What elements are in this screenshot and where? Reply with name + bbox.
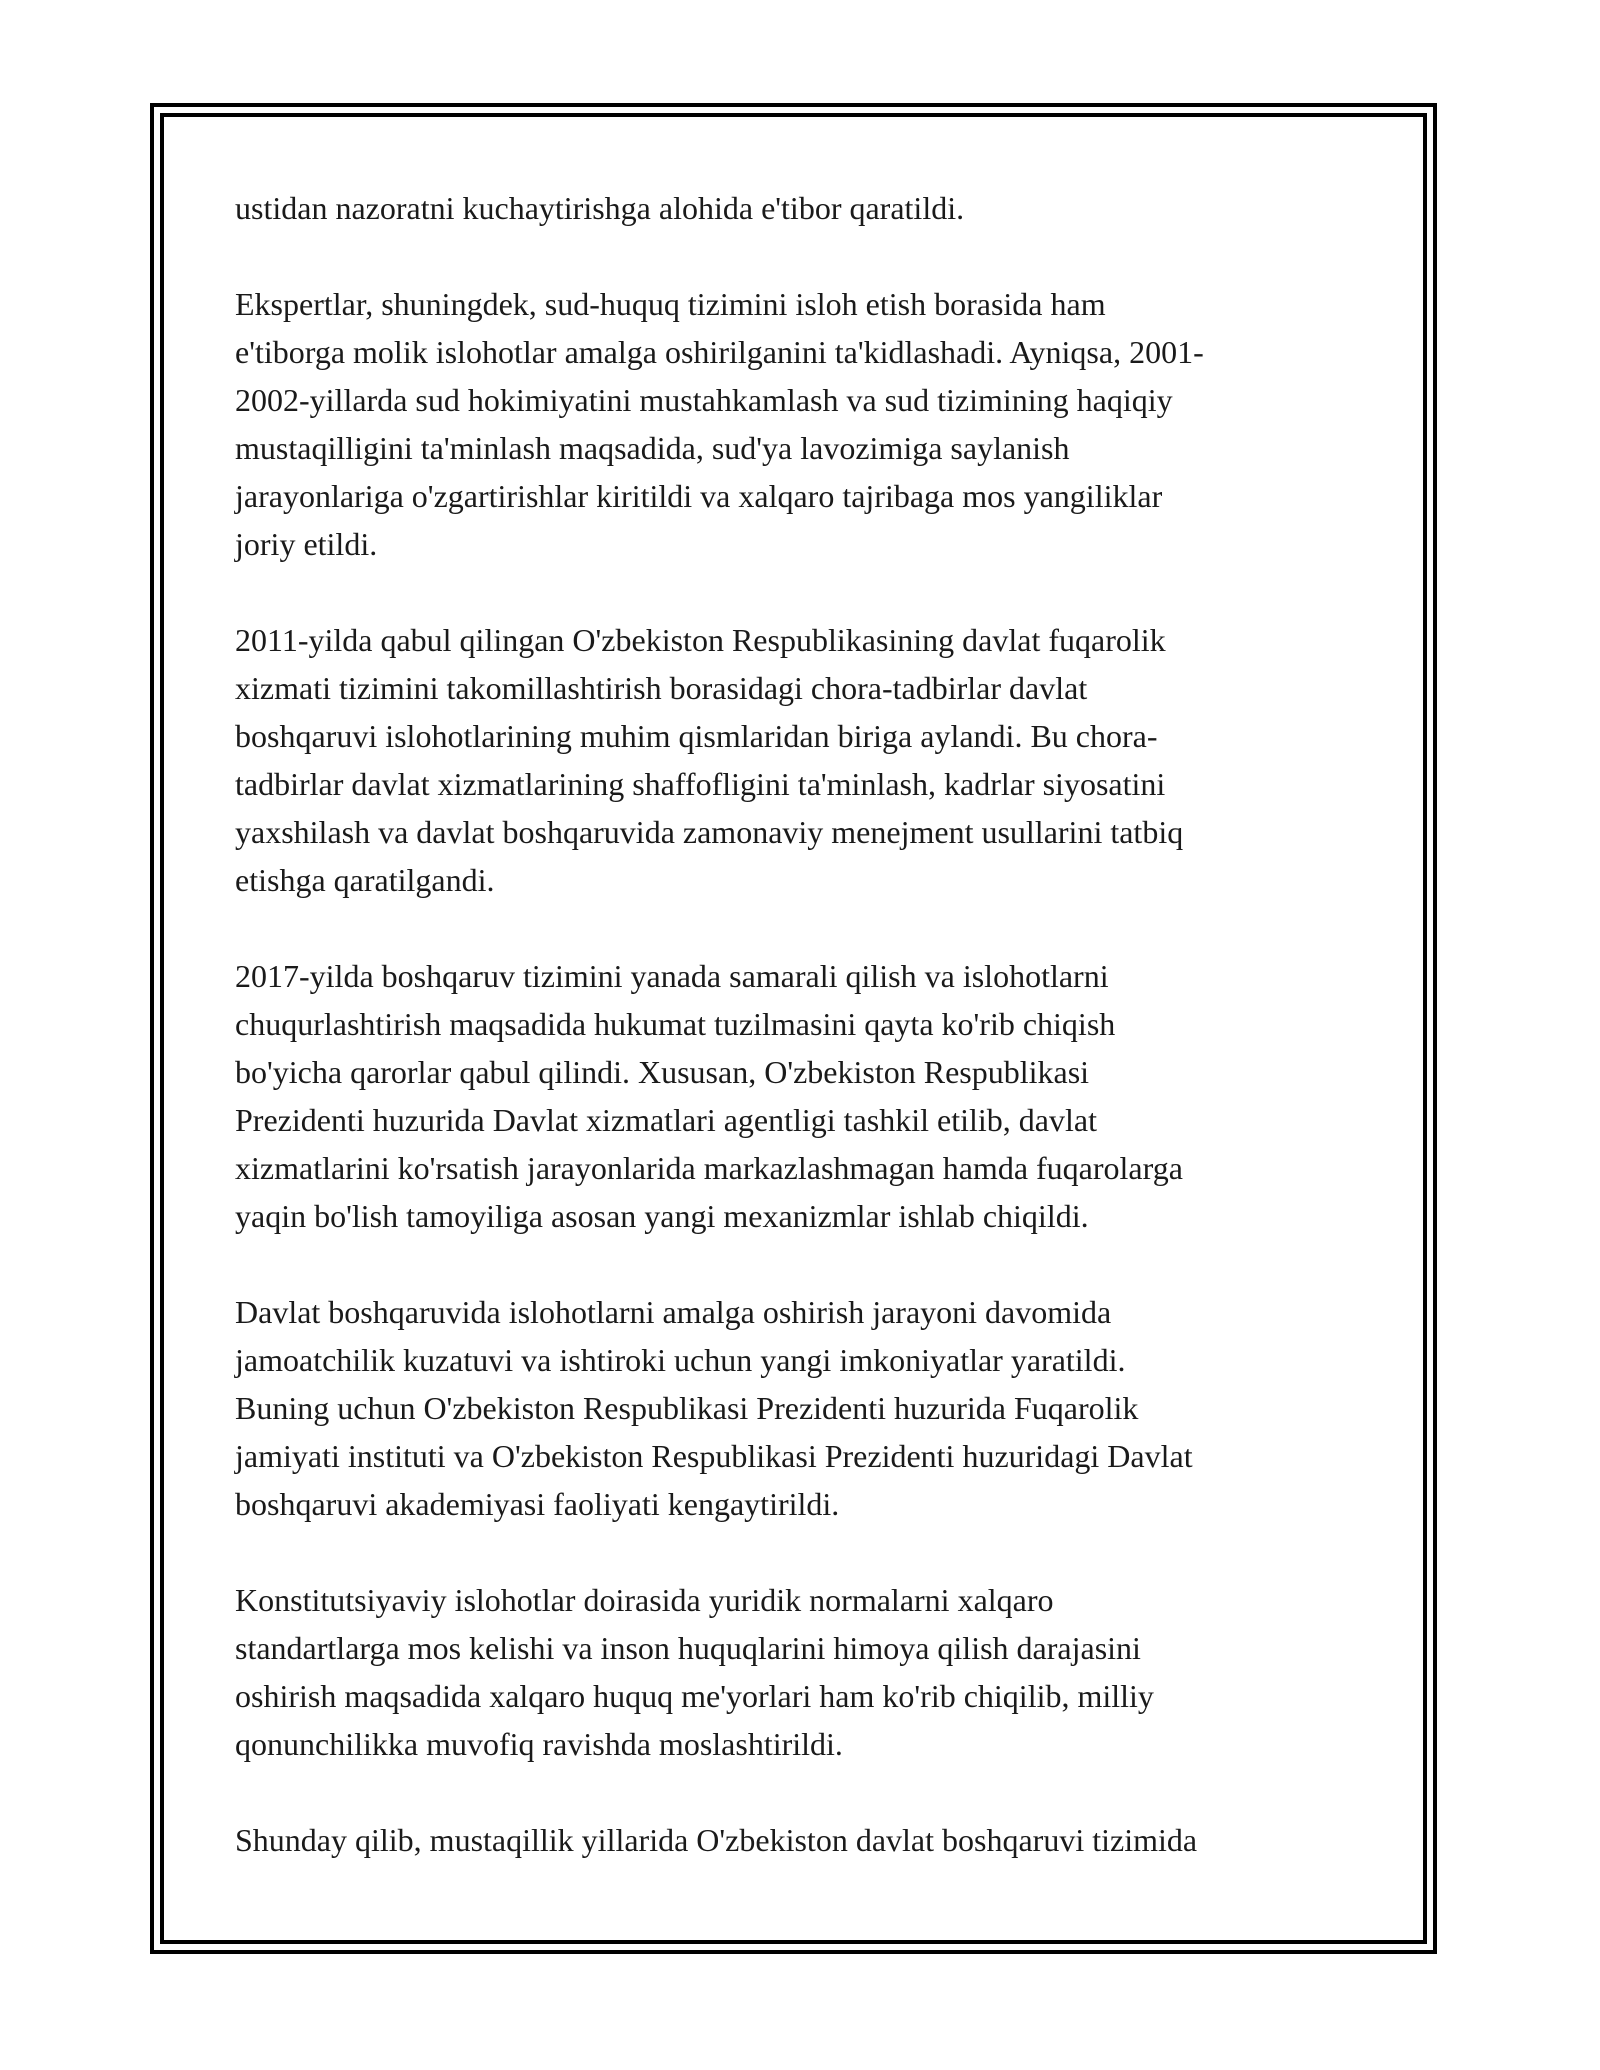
text-line: oshirish maqsadida xalqaro huquq me'yorlari ham ko'rib chiqilib, milliy [235,1678,1154,1714]
paragraph-6 [235,1576,1355,1768]
text-line: qonunchilikka muvofiq ravishda moslashtirildi. [235,1726,843,1762]
text-line: tadbirlar davlat xizmatlarining shaffofligini ta'minlash, kadrlar siyosatini [235,766,1166,802]
text-line: chuqurlashtirish maqsadida hukumat tuzilmasini qayta ko'rib chiqish [235,1006,1116,1042]
text-line: bo'yicha qarorlar qabul qilindi. Xususan, O'zbekiston Respublikasi [235,1054,1090,1090]
text-line: yaqin bo'lish tamoyiliga asosan yangi mexanizmlar ishlab chiqildi. [235,1198,1089,1234]
text-line: standartlarga mos kelishi va inson huquqlarini himoya qilish darajasini [235,1630,1141,1666]
text-line: Buning uchun O'zbekiston Respublikasi Prezidenti huzurida Fuqarolik [235,1390,1139,1426]
text-line: ustidan nazoratni kuchaytirishga alohida e'tibor qaratildi. [235,190,965,226]
text-line: yaxshilash va davlat boshqaruvida zamonaviy menejment usullarini tatbiq [235,814,1184,850]
text-line: Shunday qilib, mustaqillik yillarida O'zbekiston davlat boshqaruvi tizimida [235,1822,1198,1858]
text-line: jamiyati instituti va O'zbekiston Respublikasi Prezidenti huzuridagi Davlat [235,1438,1193,1474]
text-line: mustaqilligini ta'minlash maqsadida, sud'ya lavozimiga saylanish [235,430,1070,466]
text-line: joriy etildi. [235,526,378,562]
text-line: xizmatlarini ko'rsatish jarayonlarida markazlashmagan hamda fuqarolarga [235,1150,1183,1186]
text-line: boshqaruvi islohotlarining muhim qismlaridan biriga aylandi. Bu chora- [235,718,1158,754]
text-line: xizmati tizimini takomillashtirish borasidagi chora-tadbirlar davlat [235,670,1088,706]
text-line: 2017-yilda boshqaruv tizimini yanada samarali qilish va islohotlarni [235,958,1109,994]
text-line: jamoatchilik kuzatuvi va ishtiroki uchun yangi imkoniyatlar yaratildi. [235,1342,1126,1378]
paragraph-4 [235,952,1355,1240]
text-line: Prezidenti huzurida Davlat xizmatlari agentligi tashkil etilib, davlat [235,1102,1097,1138]
text-line: Ekspertlar, shuningdek, sud-huquq tizimini isloh etish borasida ham [235,286,1106,322]
paragraph-3 [235,616,1355,904]
paragraph-5 [235,1288,1355,1528]
document-body [235,184,1355,1912]
text-line: 2002-yillarda sud hokimiyatini mustahkamlash va sud tizimining haqiqiy [235,382,1173,418]
paragraph-2 [235,280,1355,568]
text-line: etishga qaratilgandi. [235,862,495,898]
text-line: Konstitutsiyaviy islohotlar doirasida yuridik normalarni xalqaro [235,1582,1054,1618]
paragraph-7 [235,1816,1355,1864]
text-line: boshqaruvi akademiyasi faoliyati kengaytirildi. [235,1486,840,1522]
text-line: 2011-yilda qabul qilingan O'zbekiston Respublikasining davlat fuqarolik [235,622,1166,658]
text-line: Davlat boshqaruvida islohotlarni amalga oshirish jarayoni davomida [235,1294,1112,1330]
paragraph-1 [235,184,1355,232]
text-line: e'tiborga molik islohotlar amalga oshirilganini ta'kidlashadi. Ayniqsa, 2001- [235,334,1204,370]
text-line: jarayonlariga o'zgartirishlar kiritildi va xalqaro tajribaga mos yangiliklar [235,478,1163,514]
